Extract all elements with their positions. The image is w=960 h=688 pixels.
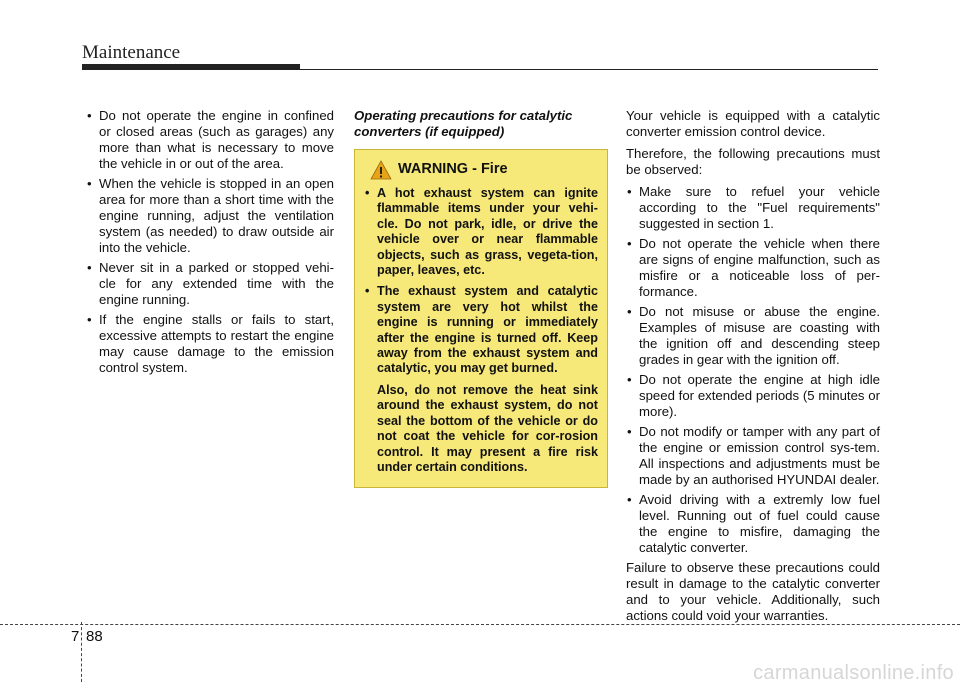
list-item: • Avoid driving with a extremly low fuel level. Running out of fuel could cause the engine to misfire, damaging the catalytic converter.: [626, 492, 880, 556]
list-item: • If the engine stalls or fails to start, excessive attempts to restart the engine may cause damage to the emission control system.: [86, 312, 334, 376]
left-bullet-list: [86, 108, 334, 376]
watermark: carmanualsonline.info: [753, 662, 954, 684]
warning-header: [370, 160, 598, 180]
warning-box: [354, 149, 608, 488]
header-rule: [82, 69, 878, 70]
list-item: • The exhaust system and catalytic system are very hot whilst the engine is running or immediately after the engine is turned off. Keep away from the exhaust system and catalytic, you may get burned.: [364, 284, 598, 376]
intro-paragraph-2: Therefore, the following precautions must be observed:: [626, 146, 880, 177]
chapter-number: 7: [71, 628, 80, 645]
list-item: • Make sure to refuel your vehicle according to the "Fuel requirements" suggested in section 1.: [626, 184, 880, 232]
page-header-title: Maintenance: [82, 42, 181, 63]
list-item: • Do not operate the vehicle when there are signs of engine malfunction, such as misfire or a noticeable loss of per-formance.: [626, 236, 880, 300]
section-heading: Operating precautions for catalytic converters (if equipped): [354, 108, 573, 139]
warning-sublabel: - Fire: [472, 161, 508, 178]
page-number: 88: [86, 628, 103, 645]
list-item: • Do not misuse or abuse the engine. Examples of misuse are coasting with the ignition off and descending steep grades in gear with the ignition off.: [626, 304, 880, 368]
middle-column: [354, 108, 608, 488]
list-item: • Do not operate the engine at high idle speed for extended periods (5 minutes or more).: [626, 372, 880, 420]
page-number-divider: [81, 622, 82, 682]
list-item: • Do not operate the engine in confined or closed areas (such as garages) any more than what is necessary to move the vehicle in or out of the area.: [86, 108, 334, 172]
list-item: • A hot exhaust system can ignite flammable items under your vehi-cle. Do not park, idle, or drive the vehicle over or near flammable objects, such as grass, vegeta-tion, paper, leaves, etc.: [364, 186, 598, 278]
right-column: [626, 108, 880, 630]
list-item: • Do not modify or tamper with any part of the engine or emission control sys-tem. All inspections and adjustments must be made by an authorised HYUNDAI dealer.: [626, 424, 880, 488]
warning-extra-text: Also, do not remove the heat sink around the exhaust system, do not seal the bottom of the vehicle or do not coat the vehicle for cor-rosion control. It may present a fire risk under certain conditions.: [377, 382, 598, 474]
list-item: • Never sit in a parked or stopped vehi-cle for any extended time with the engine running.: [86, 260, 334, 308]
warning-bullet-list: [364, 186, 598, 377]
warning-label: WARNING: [398, 161, 469, 178]
warning-triangle-icon: [370, 160, 392, 180]
right-bullet-list: [626, 184, 880, 556]
intro-paragraph: Your vehicle is equipped with a catalytic converter emission control device.: [626, 108, 880, 139]
footer-divider: [0, 624, 960, 625]
left-column: [86, 108, 334, 380]
closing-paragraph: Failure to observe these precautions could result in damage to the catalytic converter and to your vehicle. Additionally, such actions could void your warranties.: [626, 560, 880, 623]
list-item: • When the vehicle is stopped in an open area for more than a short time with the engine running, adjust the ventilation system (as needed) to draw outside air into the vehicle.: [86, 176, 334, 256]
